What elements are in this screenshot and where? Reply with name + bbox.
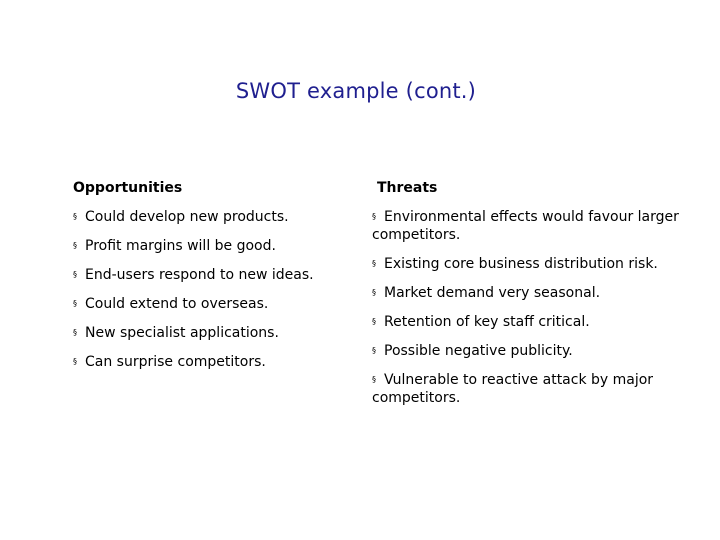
list-item bbox=[73, 324, 343, 342]
bullet-icon: § bbox=[372, 288, 376, 297]
bullet-icon: § bbox=[372, 317, 376, 326]
list-item bbox=[372, 371, 702, 407]
list-item-text: Profit margins will be good. bbox=[85, 238, 276, 254]
opportunities-column bbox=[73, 179, 343, 382]
list-item bbox=[73, 208, 343, 226]
list-item bbox=[372, 284, 702, 302]
list-item bbox=[73, 266, 343, 284]
threats-heading: Threats bbox=[377, 180, 438, 196]
slide-title: SWOT example (cont.) bbox=[235, 79, 477, 103]
bullet-icon: § bbox=[73, 299, 77, 308]
bullet-icon: § bbox=[73, 270, 77, 279]
list-item-text: Could extend to overseas. bbox=[85, 296, 269, 312]
threats-column bbox=[372, 179, 702, 418]
list-item-text: Could develop new products. bbox=[85, 209, 289, 225]
list-item-text: Retention of key staff critical. bbox=[384, 314, 590, 330]
list-item bbox=[73, 237, 343, 255]
list-item bbox=[73, 353, 343, 371]
list-item bbox=[372, 313, 702, 331]
threats-list bbox=[372, 208, 702, 407]
list-item-text: Possible negative publicity. bbox=[384, 343, 573, 359]
list-item-text: Can surprise competitors. bbox=[85, 354, 266, 370]
bullet-icon: § bbox=[73, 212, 77, 221]
list-item-text: Existing core business distribution risk. bbox=[384, 256, 658, 272]
list-item bbox=[372, 255, 702, 273]
bullet-icon: § bbox=[372, 375, 376, 384]
bullet-icon: § bbox=[372, 346, 376, 355]
list-item bbox=[372, 342, 702, 360]
bullet-icon: § bbox=[73, 357, 77, 366]
opportunities-list bbox=[73, 208, 343, 371]
list-item-text: Vulnerable to reactive attack by major competitors. bbox=[372, 372, 654, 406]
list-item-text: End-users respond to new ideas. bbox=[85, 267, 314, 283]
bullet-icon: § bbox=[372, 259, 376, 268]
bullet-icon: § bbox=[372, 212, 376, 221]
list-item-text: Market demand very seasonal. bbox=[384, 285, 601, 301]
opportunities-heading: Opportunities bbox=[73, 180, 183, 196]
list-item-text: Environmental effects would favour larger competitors. bbox=[372, 209, 679, 243]
list-item bbox=[372, 208, 702, 244]
list-item bbox=[73, 295, 343, 313]
bullet-icon: § bbox=[73, 328, 77, 337]
bullet-icon: § bbox=[73, 241, 77, 250]
list-item-text: New specialist applications. bbox=[85, 325, 279, 341]
